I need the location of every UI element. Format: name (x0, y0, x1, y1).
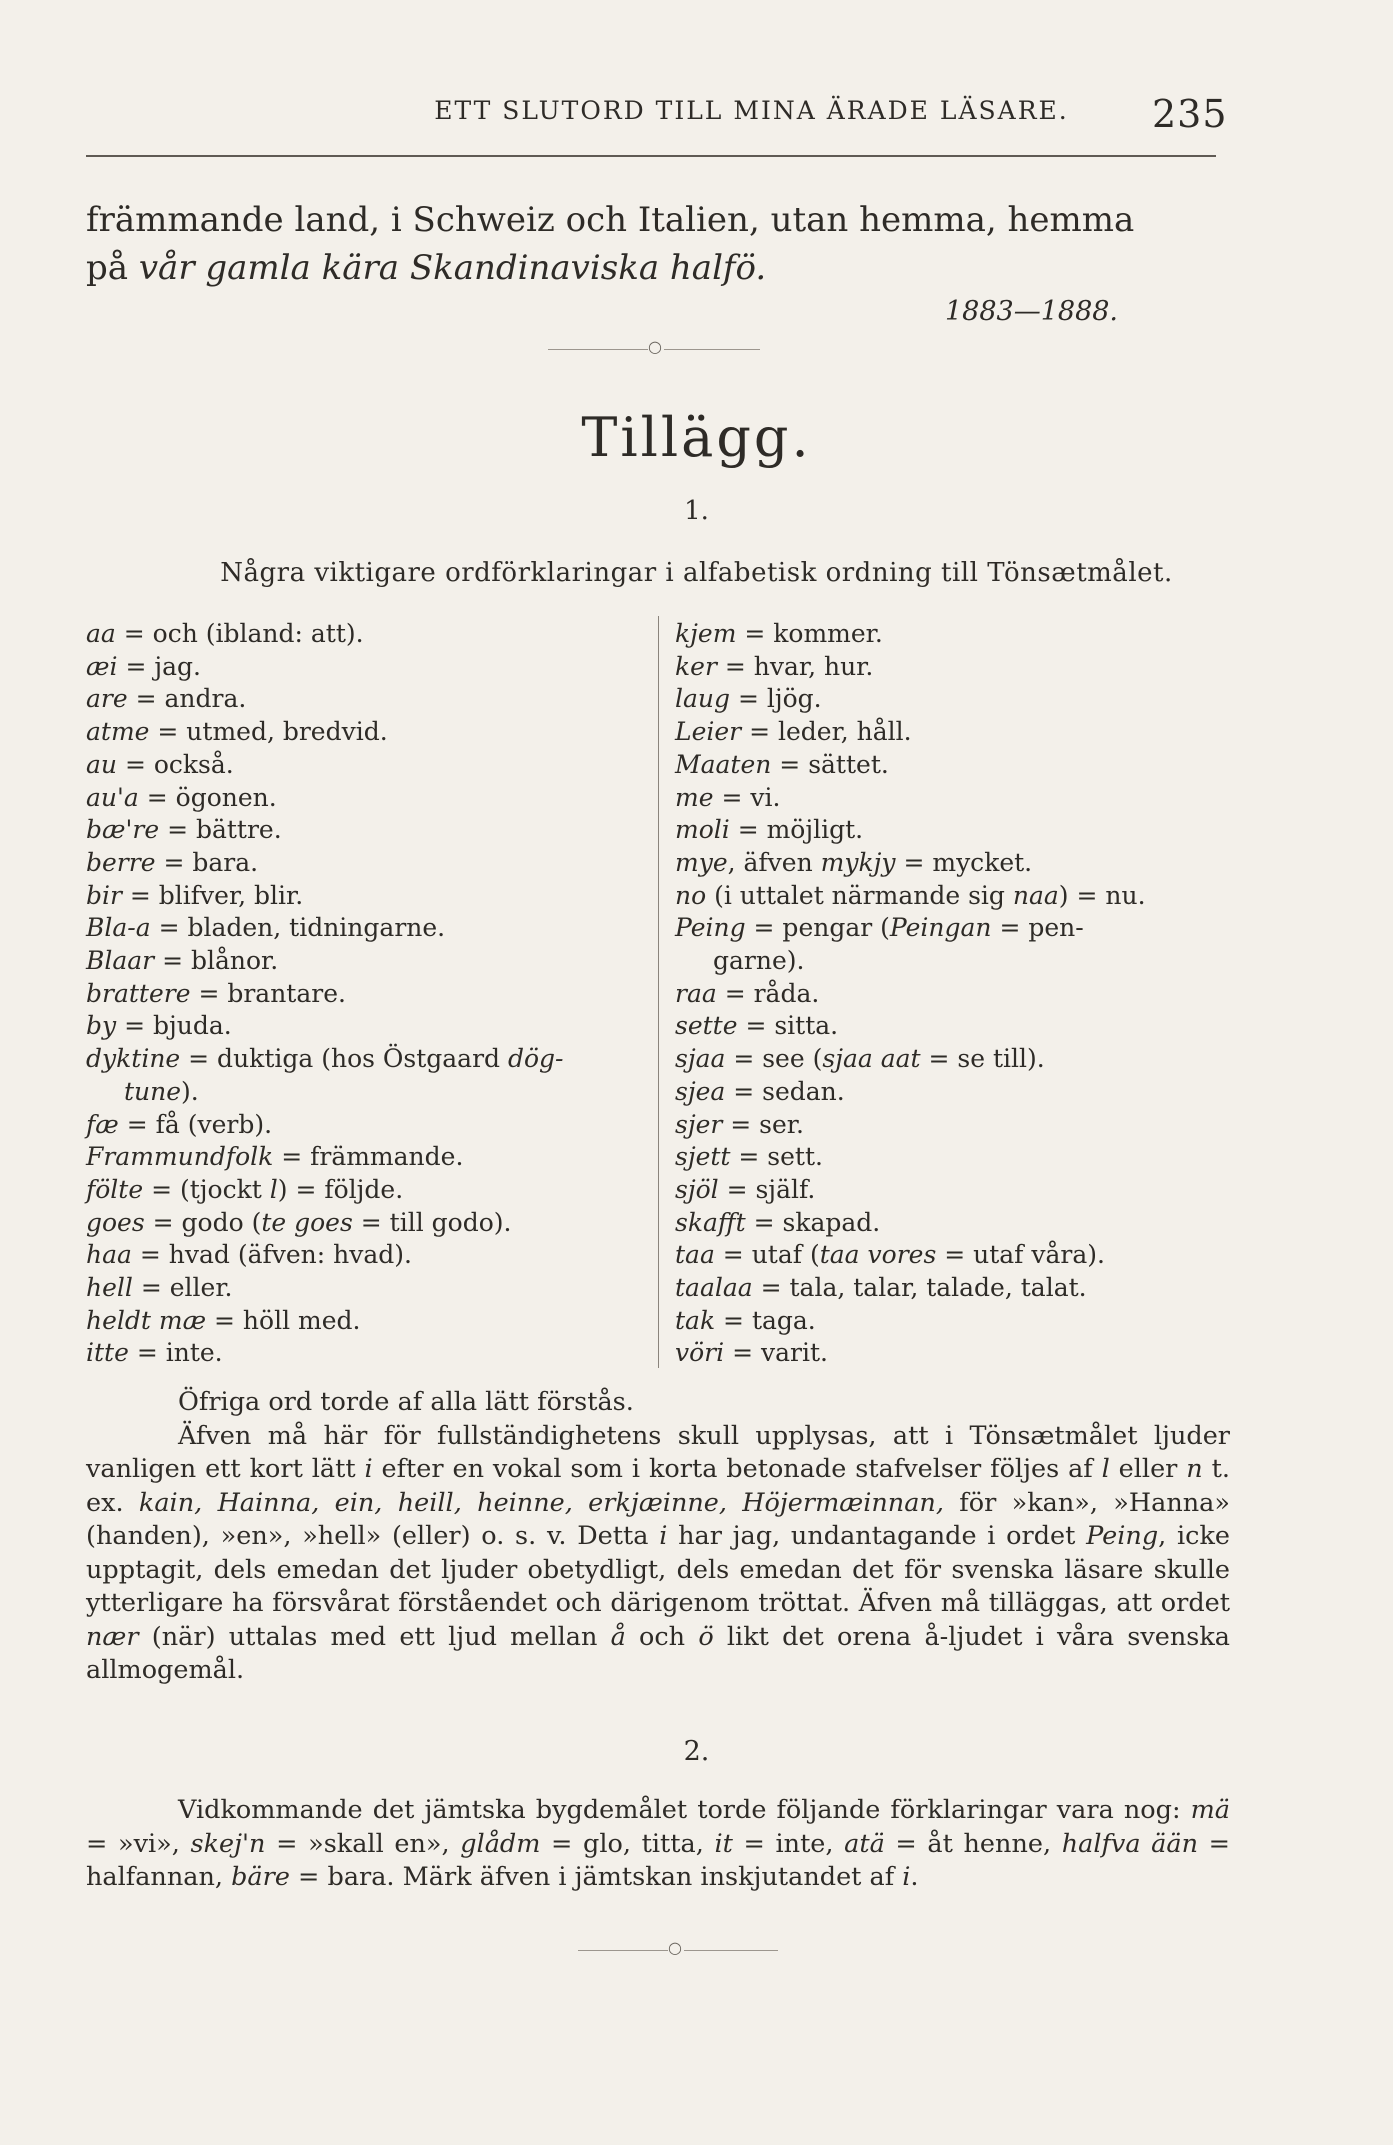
glossary-term: Bla-a (86, 913, 151, 943)
glossary-term: vöri (675, 1338, 725, 1368)
glossary-term: Maaten (675, 749, 772, 779)
p2-text-a: Äfven må här för fullständighetens skull upplysas, att i Tönsætmålet ljuder vanligen ett kort lätt (86, 1420, 1230, 1484)
glossary-entry (86, 912, 646, 945)
intro-line-2-prefix: på (86, 248, 139, 288)
note-paragraph-2 (86, 1420, 1230, 1688)
glossary-definition: = mycket. (895, 847, 1033, 877)
s2-ata: atä (844, 1828, 885, 1859)
glossary-definition: = själf. (718, 1174, 816, 1204)
p2-text-g: , icke upptagit, dels emedan det ljuder obetydligt, dels emedan det för svenska läsare skulle ytterligare ha försvårat förståendet och därigenom tröttat. Äfven må tilläggas, att ordet (86, 1521, 1230, 1618)
glossary-entry (675, 1141, 1235, 1174)
glossary-term: taalaa (675, 1273, 753, 1303)
glossary-definition: = hvad (äfven: hvad). (131, 1240, 412, 1270)
heading-tillagg: Tillägg. (581, 406, 812, 469)
glossary-definition: = taga. (715, 1305, 816, 1335)
glossary-term: ker (675, 651, 717, 681)
p2-text-h: (när) uttalas med ett ljud mellan (138, 1621, 611, 1652)
glossary-definition: = ögonen. (138, 782, 277, 812)
p2-text-d: t. ex. (86, 1454, 1230, 1518)
glossary-definition: = utaf ( (714, 1240, 820, 1270)
glossary-entry (675, 749, 1235, 782)
glossary-term: kjem (675, 619, 737, 648)
glossary-definition: = sett. (730, 1142, 823, 1172)
glossary-term: goes (86, 1207, 145, 1237)
glossary-term: au'a (86, 782, 139, 812)
glossary-term: au (86, 749, 118, 779)
glossary-term: Peing (675, 913, 746, 943)
glossary-definition: , äfven (727, 847, 821, 877)
glossary-term: haa (86, 1240, 132, 1270)
s2-ma: mä (1190, 1795, 1230, 1825)
glossary-definition: = råda. (716, 978, 820, 1008)
intro-line-2 (86, 244, 1216, 292)
glossary-term: taa (675, 1240, 715, 1270)
glossary-term: brattere (86, 978, 191, 1008)
glossary-term: fæ (86, 1109, 119, 1139)
glossary-definition: = varit. (724, 1338, 828, 1368)
glossary-term: Peingan (889, 913, 992, 943)
glossary-definition: = godo ( (144, 1207, 262, 1237)
glossary-entry (675, 880, 1235, 913)
glossary-definition: = inte. (128, 1338, 223, 1368)
glossary-entry (675, 716, 1235, 749)
section-1-notes (86, 1386, 1230, 1688)
glossary-definition: = eller. (132, 1273, 233, 1303)
glossary-term: heldt mæ (86, 1305, 207, 1335)
p2-text-e: för »kan», »Hanna» (handen), »en», »hell» (eller) o. s. v. Detta (86, 1487, 1230, 1551)
p2-i: i (364, 1454, 373, 1484)
glossary-entry (86, 847, 646, 880)
glossary-term: itte (86, 1338, 129, 1368)
glossary-definition: = bara. (155, 847, 259, 877)
glossary-entry (86, 716, 646, 749)
glossary-entry (675, 1272, 1235, 1305)
s2-gladm: glådm (460, 1828, 541, 1859)
glossary-term: mye (675, 847, 728, 877)
glossary-entry (86, 1239, 646, 1272)
s2-halfva: halfva ään (1061, 1828, 1198, 1859)
glossary-entry (86, 1010, 646, 1043)
glossary-definition: = blifver, blir. (121, 880, 304, 910)
glossary-left-column (86, 618, 646, 1370)
glossary-term: raa (675, 978, 717, 1008)
s2-text-b: = »vi», (86, 1828, 191, 1859)
ornament-rule-right (684, 1950, 778, 1951)
intro-line-1: främmande land, i Schweiz och Italien, utan hemma, hemma (86, 200, 1135, 240)
glossary-definition: = sättet. (771, 749, 889, 779)
glossary-term: tune (124, 1076, 182, 1106)
section-ornament-1 (548, 337, 760, 357)
glossary-term: sjer (675, 1109, 723, 1139)
p2-text-c: eller (1109, 1454, 1187, 1484)
s2-it: it (714, 1828, 733, 1859)
glossary-entry (86, 683, 646, 716)
s2-end: . (910, 1862, 919, 1892)
glossary-term: Leier (675, 717, 742, 747)
glossary-entry (86, 1337, 646, 1370)
header-rule (86, 155, 1216, 157)
glossary-term: atme (86, 717, 150, 747)
p2-n: n (1186, 1454, 1203, 1484)
glossary-definition: = och (ibland: att). (115, 619, 364, 648)
glossary-entry (86, 1207, 646, 1240)
section-1-lead: Några viktigare ordförklaringar i alfabetisk ordning till Tönsætmålet. (220, 558, 1173, 588)
ornament-circle: ○ (668, 1938, 682, 1957)
glossary-definition: = till godo). (352, 1207, 512, 1237)
glossary-term: berre (86, 847, 156, 877)
p2-o: ö (698, 1621, 714, 1652)
glossary-entry (675, 1305, 1235, 1338)
glossary-entry (675, 1174, 1235, 1207)
glossary-term: Blaar (86, 946, 155, 976)
glossary-term: Frammundfolk (86, 1142, 274, 1172)
glossary-entry (675, 1337, 1235, 1370)
glossary-entry (675, 683, 1235, 716)
p2-text-j: likt det orena å-ljudet i våra svenska allmogemål. (86, 1621, 1230, 1685)
glossary-entry (86, 1272, 646, 1305)
s2-text-e: = inte, (732, 1828, 845, 1859)
glossary-term: dög- (507, 1044, 564, 1074)
s2-text-a: Vidkommande det jämtska bygdemålet torde följande förklaringar vara nog: (178, 1795, 1191, 1825)
p2-text-f: har jag, undantagande i ordet (667, 1521, 1087, 1551)
glossary-term: no (675, 880, 707, 910)
note-paragraph-1: Öfriga ord torde af alla lätt förstås. (178, 1387, 634, 1417)
glossary-entry (86, 1076, 646, 1109)
glossary-entry (675, 912, 1235, 945)
glossary-entry (86, 651, 646, 684)
glossary-term: sjaa aat (822, 1044, 921, 1074)
glossary-entry (675, 945, 1235, 978)
glossary-definition: = jag. (117, 651, 201, 681)
running-title: ETT SLUTORD TILL MINA ÄRADE LÄSARE. (434, 96, 1069, 125)
glossary-term: sjaa (675, 1044, 726, 1074)
glossary-definition: ). (181, 1076, 199, 1106)
glossary-entry (86, 1043, 646, 1076)
glossary-definition: = hvar, hur. (716, 651, 874, 681)
glossary-entry (86, 945, 646, 978)
intro-paragraph (86, 196, 1216, 292)
column-divider (658, 616, 659, 1368)
glossary-entry (86, 978, 646, 1011)
glossary-term: sjöl (675, 1174, 719, 1204)
glossary-entry (675, 978, 1235, 1011)
glossary-entry (86, 1305, 646, 1338)
glossary-definition: = pengar ( (745, 913, 890, 943)
glossary-entry (86, 880, 646, 913)
glossary-entry (675, 847, 1235, 880)
glossary-definition: = bättre. (159, 815, 282, 845)
glossary-term: naa (1012, 880, 1059, 910)
glossary-entry (86, 618, 646, 651)
glossary-entry (86, 1141, 646, 1174)
glossary-entry (675, 814, 1235, 847)
glossary-definition: = också. (117, 749, 234, 779)
glossary-definition: = (tjockt (143, 1174, 270, 1204)
glossary-definition: = duktiga (hos Östgaard (180, 1044, 508, 1074)
glossary-entry (675, 1239, 1235, 1272)
s2-i: i (902, 1862, 911, 1892)
glossary-entry (86, 1174, 646, 1207)
ornament-rule-left (548, 349, 648, 350)
glossary-definition: = utmed, bredvid. (149, 717, 388, 747)
glossary-definition: = blånor. (154, 946, 279, 976)
ornament-circle: ○ (648, 337, 662, 356)
glossary-definition: = bladen, tidningarne. (150, 913, 446, 943)
p2-a2: å (610, 1621, 626, 1652)
glossary-term: laug (675, 684, 731, 714)
glossary-term: mykjy (820, 847, 896, 877)
glossary-definition: = ljög. (730, 684, 822, 714)
glossary-definition: = ser. (722, 1109, 804, 1139)
glossary-definition: = bjuda. (116, 1011, 232, 1041)
glossary-term: dyktine (86, 1044, 181, 1074)
p2-text-b: efter en vokal som i korta betonade stafvelser följes af (372, 1454, 1102, 1484)
glossary-term: bæ're (86, 815, 160, 845)
glossary-definition: = see ( (725, 1044, 823, 1074)
glossary-definition: = skapad. (745, 1207, 881, 1237)
glossary-entry (86, 814, 646, 847)
s2-text-h: = bara. Märk äfven i jämtskan inskjutandet af (289, 1862, 903, 1892)
glossary-entry (675, 1076, 1235, 1109)
section-2-number: 2. (683, 1736, 710, 1767)
glossary-entry (675, 651, 1235, 684)
glossary-entry (675, 1010, 1235, 1043)
glossary-term: sjett (675, 1142, 731, 1172)
glossary-entry (675, 782, 1235, 815)
glossary-definition: = höll med. (206, 1305, 361, 1335)
glossary-definition: = sitta. (737, 1011, 839, 1041)
glossary-entry (675, 1109, 1235, 1142)
glossary-term: te goes (261, 1207, 353, 1237)
glossary-definition: = tala, talar, talade, talat. (752, 1273, 1087, 1303)
glossary-definition: = se till). (920, 1044, 1045, 1074)
glossary-right-column (675, 618, 1235, 1370)
p2-and: och (625, 1621, 699, 1652)
glossary-definition: = vi. (713, 782, 781, 812)
s2-text-f: = åt henne, (884, 1828, 1062, 1859)
ornament-rule-left (578, 1950, 668, 1951)
glossary-definition: ) = nu. (1058, 880, 1146, 910)
section-1-number: 1. (684, 496, 709, 526)
glossary-entry (86, 782, 646, 815)
s2-text-c: = »skall en», (265, 1828, 461, 1859)
glossary-term: hell (86, 1273, 133, 1303)
glossary-term: fölte (86, 1174, 144, 1204)
s2-skej: skej'n (190, 1828, 266, 1859)
glossary-definition: = möjligt. (729, 815, 864, 845)
glossary-term: sjea (675, 1076, 726, 1106)
s2-bare: bäre (231, 1862, 290, 1892)
glossary-definition: = få (verb). (118, 1109, 273, 1139)
glossary-definition: = utaf våra). (936, 1240, 1105, 1270)
glossary-term: by (86, 1011, 117, 1041)
p2-peing: Peing (1086, 1521, 1159, 1551)
p2-examples: kain, Hainna, ein, heill, heinne, erkjæinne, Höjermæinnan, (138, 1487, 944, 1518)
section-2-text (86, 1794, 1230, 1895)
glossary-definition: (i uttalet närmande sig (706, 880, 1013, 910)
p2-i2: i (659, 1521, 668, 1551)
s2-text-d: = glo, titta, (540, 1828, 715, 1859)
glossary-definition: = kommer. (736, 619, 883, 648)
glossary-definition: ) = följde. (277, 1174, 404, 1204)
glossary-term: l (269, 1174, 278, 1204)
glossary-definition: = sedan. (725, 1076, 845, 1106)
glossary-term: me (675, 782, 714, 812)
glossary-entry (86, 749, 646, 782)
glossary-term: aa (86, 619, 116, 648)
glossary-definition: = pen- (991, 913, 1084, 943)
glossary-definition: = andra. (127, 684, 247, 714)
section-ornament-2 (578, 1938, 778, 1958)
p2-l: l (1101, 1454, 1110, 1484)
glossary-definition: = främmande. (273, 1142, 464, 1172)
glossary-term: moli (675, 815, 730, 845)
ornament-rule-right (664, 349, 760, 350)
glossary-term: tak (675, 1305, 716, 1335)
intro-line-2-italic: vår gamla kära Skandinaviska halfö. (138, 248, 767, 288)
glossary-definition: = leder, håll. (741, 717, 912, 747)
glossary-definition: garne). (713, 946, 805, 976)
glossary-entry (675, 618, 1235, 651)
glossary-term: bir (86, 880, 122, 910)
glossary-term: taa vores (819, 1240, 937, 1270)
glossary-term: are (86, 684, 128, 714)
glossary-definition: = brantare. (190, 978, 346, 1008)
glossary-term: sette (675, 1011, 738, 1041)
p2-naer: nær (86, 1621, 139, 1652)
glossary-entry (675, 1207, 1235, 1240)
glossary-term: skafft (675, 1207, 746, 1237)
years-signature: 1883—1888. (945, 296, 1119, 327)
glossary-entry (86, 1109, 646, 1142)
section-2-paragraph (86, 1794, 1230, 1895)
glossary-entry (675, 1043, 1235, 1076)
page-number: 235 (1152, 92, 1228, 136)
s2-text-g: = halfannan, (86, 1828, 1230, 1892)
glossary-term: æi (86, 651, 118, 681)
